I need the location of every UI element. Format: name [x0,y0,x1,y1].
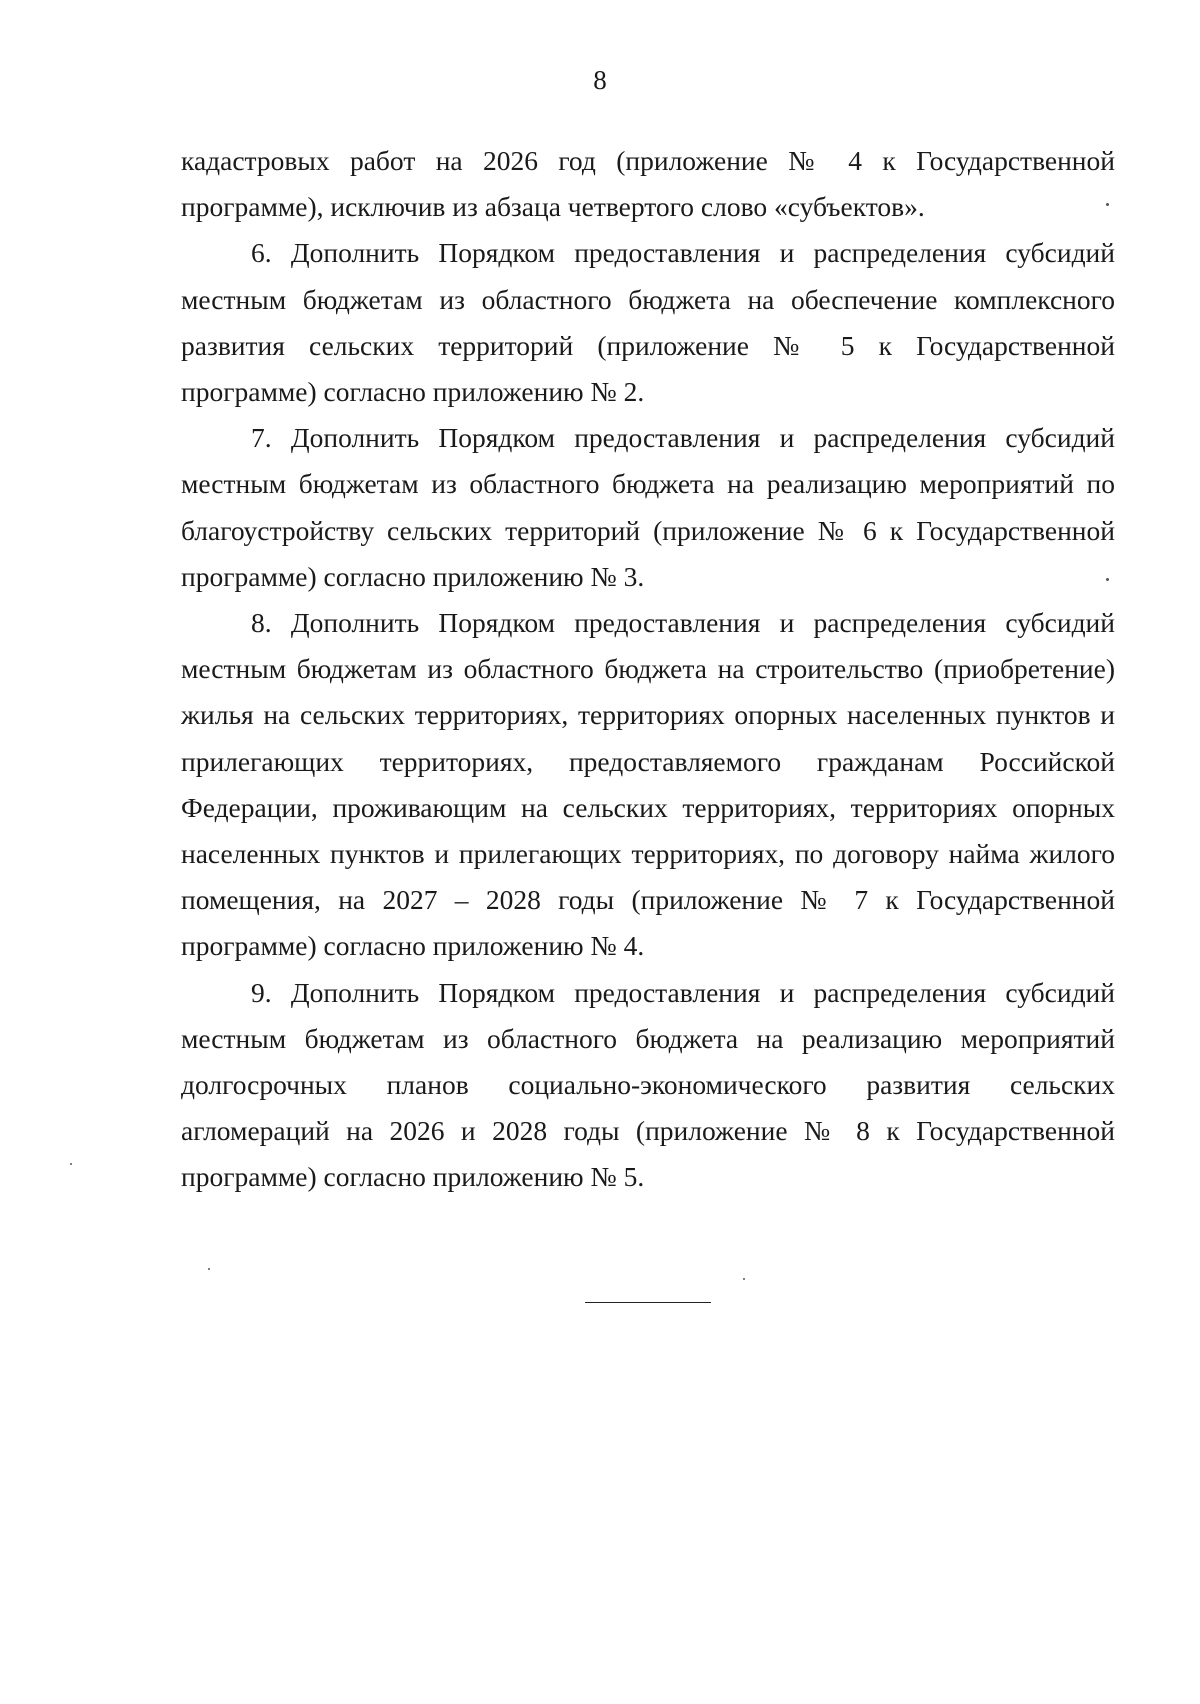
scan-speck [1106,578,1109,581]
paragraph-item-8: 8. Дополнить Порядком предоставления и распределения субсидий местным бюджетам из областного бюджета на строительство (приобретение) жилья на сельских территориях, территориях опорных населенных пунктов и прилегающих территориях, предоставляемого гражданам Российской Федерации, проживающим на сельских территориях, территориях опорных населенных пунктов и прилегающих территориях, по договору найма жилого помещения, на 2027 – 2028 годы (приложение № 7 к Государственной программе) согласно приложению № 4. [181,607,1115,962]
page-number: 8 [593,65,607,95]
paragraph-item-9: 9. Дополнить Порядком предоставления и распределения субсидий местным бюджетам из областного бюджета на реализацию мероприятий долгосрочных планов социально-экономического развития сельских агломераций на 2026 и 2028 годы (приложение № 8 к Государственной программе) согласно приложению № 5. [181,976,1115,1193]
closing-rule [585,1302,711,1303]
scan-speck [70,1163,72,1165]
paragraph-continuation: кадастровых работ на 2026 год (приложение № 4 к Государственной программе), исключив из абзаца четвертого слово «субъектов». [181,145,1115,223]
scan-speck [208,1268,210,1270]
scan-speck [743,1278,745,1280]
paragraph-item-6: 6. Дополнить Порядком предоставления и распределения субсидий местным бюджетам из областного бюджета на обеспечение комплексного развития сельских территорий (приложение № 5 к Государственной программе) согласно приложению № 2. [181,237,1115,408]
document-body [181,138,1115,1201]
paragraph-item-7: 7. Дополнить Порядком предоставления и распределения субсидий местным бюджетам из областного бюджета на реализацию мероприятий по благоустройству сельских территорий (приложение № 6 к Государственной программе) согласно приложению № 3. [181,422,1115,592]
scan-speck [1106,203,1109,206]
